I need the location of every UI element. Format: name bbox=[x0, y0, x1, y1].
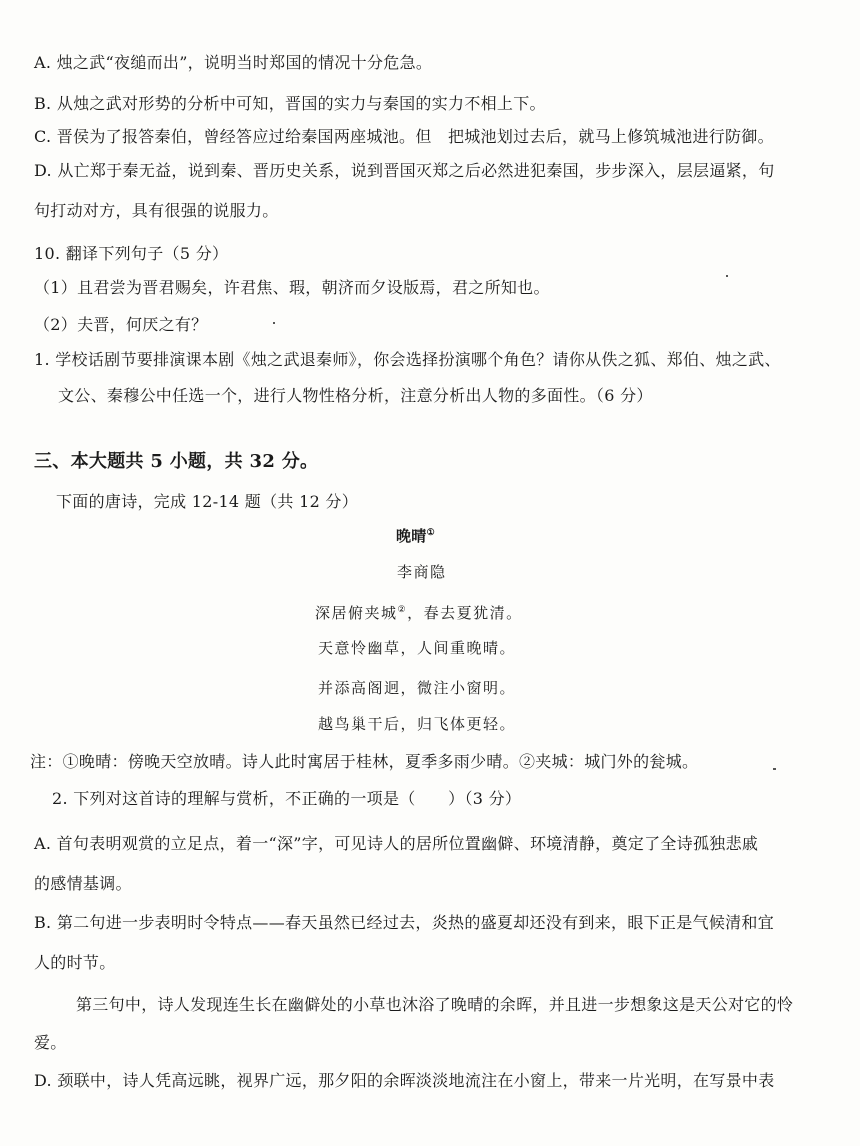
poem-title: 晚晴① bbox=[396, 527, 435, 545]
scan-speck bbox=[773, 768, 776, 770]
section3-intro: 下面的唐诗，完成 12-14 题（共 12 分） bbox=[56, 492, 359, 511]
scan-speck bbox=[726, 275, 728, 277]
q12-option-b: B. 第二句进一步表明时令特点——春天虽然已经过去，炎热的盛夏却还没有到来，眼下正是气候清和宜 bbox=[34, 913, 775, 932]
poem-line-3: 并添高阁迥，微注小窗明。 bbox=[318, 679, 517, 697]
poem-line-4: 越鸟巢干后，归飞体更轻。 bbox=[318, 715, 517, 733]
scan-speck bbox=[273, 322, 275, 324]
footnote-mark-1: ① bbox=[426, 528, 435, 538]
q12-stem: 2. 下列对这首诗的理解与赏析，不正确的一项是（ ）（3 分） bbox=[52, 789, 522, 808]
poem-line-1: 深居俯夹城②，春去夏犹清。 bbox=[315, 604, 523, 622]
q9-option-d-cont: 句打动对方，具有很强的说服力。 bbox=[34, 201, 279, 220]
q12-option-c-cont: 爱。 bbox=[34, 1033, 67, 1052]
q10-sentence-1: （1）且君尝为晋君赐矣，许君焦、瑕，朝济而夕设版焉，君之所知也。 bbox=[34, 278, 550, 297]
q11-line-1: 1. 学校话剧节要排演课本剧《烛之武退秦师》，你会选择扮演哪个角色？请你从佚之狐、郑伯、烛之武、 bbox=[34, 350, 781, 369]
poem-author: 李商隐 bbox=[397, 563, 447, 581]
q12-option-a-cont: 的感情基调。 bbox=[34, 874, 132, 893]
q12-option-a: A. 首句表明观赏的立足点，着一“深”字，可见诗人的居所位置幽僻、环境清静，奠定了全诗孤独悲戚 bbox=[34, 834, 759, 853]
q12-option-b-cont: 人的时节。 bbox=[34, 953, 116, 972]
section3-heading: 三、本大题共 5 小题，共 32 分。 bbox=[34, 451, 319, 472]
q12-option-c: 第三句中，诗人发现连生长在幽僻处的小草也沐浴了晚晴的余晖，并且进一步想象这是天公对它的怜 bbox=[76, 995, 794, 1014]
q11-line-2: 文公、秦穆公中任选一个，进行人物性格分析，注意分析出人物的多面性。（6 分） bbox=[58, 386, 653, 405]
footnote-mark-2: ② bbox=[397, 605, 408, 615]
q9-option-a: A. 烛之武“夜缒而出”，说明当时郑国的情况十分危急。 bbox=[34, 53, 433, 72]
poem-note: 注：①晚晴：傍晚天空放晴。诗人此时寓居于桂林，夏季多雨少晴。②夹城：城门外的瓮城。 bbox=[30, 752, 699, 771]
q9-option-b: B. 从烛之武对形势的分析中可知，晋国的实力与秦国的实力不相上下。 bbox=[34, 94, 546, 113]
q10-title: 10. 翻译下列句子（5 分） bbox=[34, 244, 229, 263]
q9-option-c: C. 晋侯为了报答秦伯，曾经答应过给秦国两座城池。但 把城池划过去后，就马上修筑城池进行防御。 bbox=[34, 127, 774, 146]
q10-sentence-2: （2）夫晋，何厌之有？ bbox=[34, 315, 208, 334]
q9-option-d: D. 从亡郑于秦无益，说到秦、晋历史关系，说到晋国灭郑之后必然进犯秦国，步步深入，层层逼紧，句 bbox=[34, 161, 775, 180]
q12-option-d: D. 颈联中，诗人凭高远眺，视界广远，那夕阳的余晖淡淡地流注在小窗上，带来一片光明，在写景中表 bbox=[34, 1071, 775, 1090]
poem-line-2: 天意怜幽草，人间重晚晴。 bbox=[318, 639, 517, 657]
